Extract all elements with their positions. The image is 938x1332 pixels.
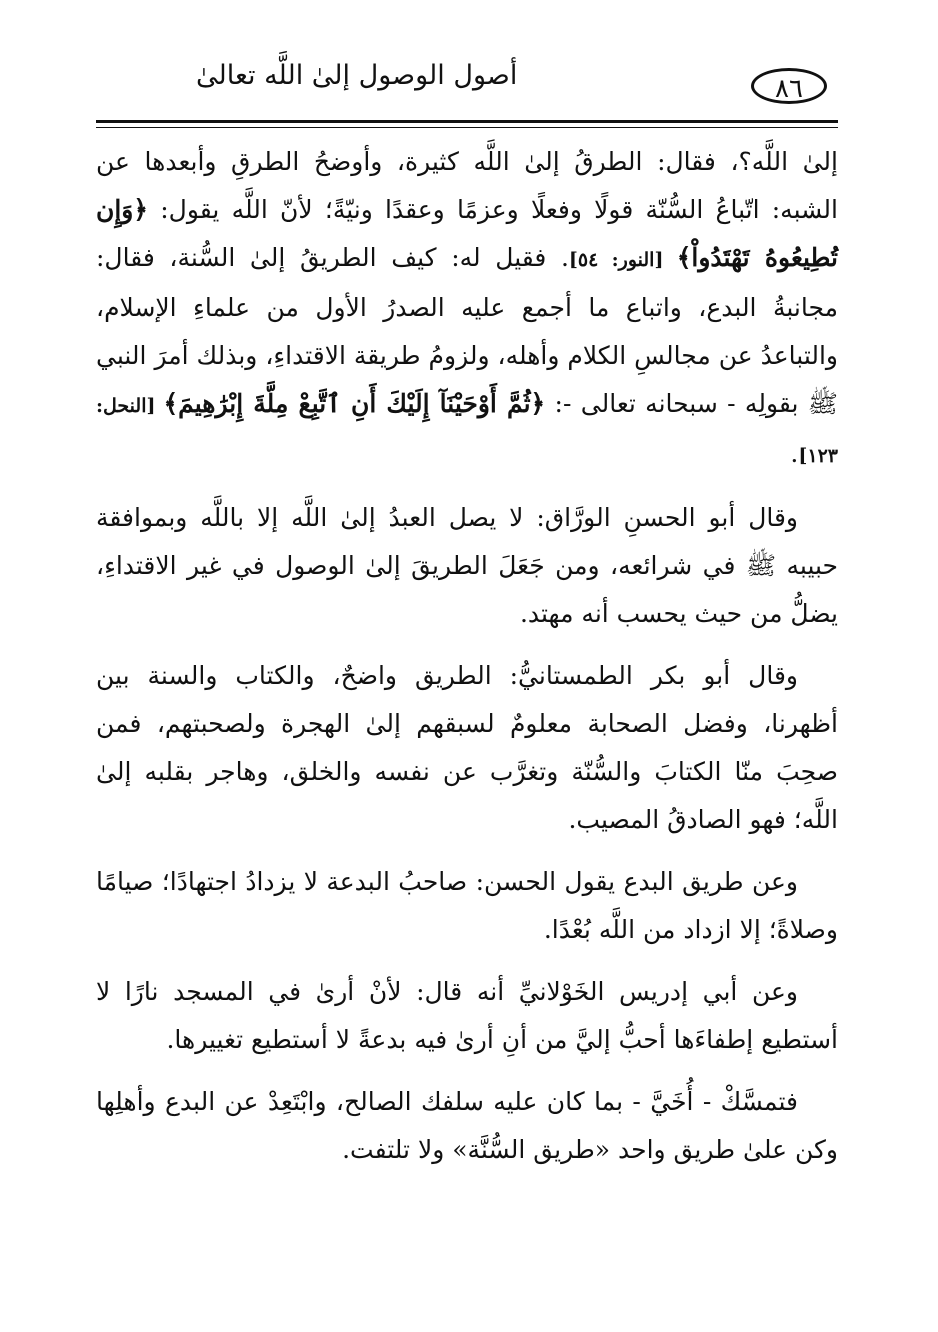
page-header	[96, 56, 838, 118]
paragraph-text: إلىٰ اللَّه؟، فقال: الطرقُ إلىٰ اللَّه كثيرة، وأوضحُ الطرقِ وأبعدها عن الشبه: اتّباعُ السُّنّة قولًا وفعلًا وعزمًا وعقدًا ونيّةً؛ لأنّ اللَّه يقول:	[96, 147, 838, 224]
paragraph-1	[96, 138, 838, 480]
paragraph-2: وقال أبو الحسنِ الورَّاق: لا يصل العبدُ إلىٰ اللَّه إلا باللَّه وبموافقة حبيبه ﷺ في شرائعه، ومن جَعَلَ الطريقَ إلىٰ الوصول في غير الاقتداءِ، يضلُّ من حيث يحسب أنه مهتد.	[96, 503, 838, 628]
paragraph-4: وعن طريق البدع يقول الحسن: صاحبُ البدعة لا يزدادُ اجتهادًا؛ صيامًا وصلاةً؛ إلا ازداد من اللَّه بُعْدًا.	[96, 867, 838, 944]
paragraph-5: وعن أبي إدريس الخَوْلانيِّ أنه قال: لأنْ أرىٰ في المسجد نارًا لا أستطيع إطفاءَها أحبُّ إليَّ من أنِ أرىٰ فيه بدعةً لا أستطيع تغييرها.	[96, 977, 838, 1054]
quran-verse: ﴿ثُمَّ أَوْحَيْنَآ إِلَيْكَ أَنِ ٱتَّبِعْ مِلَّةَ إِبْرَٰهِيمَ﴾	[163, 389, 546, 418]
paragraph-text: . فقيل له: كيف الطريقُ إلىٰ السُّنة، فقال: مجانبةُ البدع، واتباع ما أجمع عليه الصدرُ الأول من علماءِ الإسلام، والتباعدُ عن مجالسِ الكلام وأهله، ولزومُ طريقة الاقتداءِ، وبذلك أمرَ النبي ﷺ بقولِه - سبحانه تعالى -:	[96, 243, 839, 418]
header-rule	[96, 120, 838, 128]
paragraph-text: .	[790, 439, 799, 468]
body-text	[96, 138, 838, 1188]
running-title: أصول الوصول إلىٰ اللَّه تعالىٰ	[196, 60, 518, 91]
page-number: ٨٦	[751, 68, 827, 104]
paragraph-6: فتمسَّكْ - أُخَيَّ - بما كان عليه سلفك الصالح، وابْتَعِدْ عن البدع وأهلِها وكن علىٰ طريق واحد «طريق السُّنَّة» ولا تلتفت.	[96, 1087, 838, 1164]
quran-verse: ﴿وَإِن تُطِيعُوهُ تَهْتَدُواْ﴾	[96, 195, 839, 272]
verse-citation: [النحل: ١٢٣]	[96, 395, 838, 467]
verse-citation: [النور: ٥٤]	[568, 249, 677, 271]
paragraph-3: وقال أبو بكر الطمستانيُّ: الطريق واضحٌ، والكتاب والسنة بين أظهرنا، وفضل الصحابة معلومٌ لسبقهم إلىٰ الهجرة ولصحبتهم، فمن صحِبَ منّا الكتابَ والسُّنّة وتغرَّب عن نفسه والخلق، وهاجر بقلبه إلىٰ اللَّه؛ فهو الصادقُ المصيب.	[96, 661, 838, 834]
